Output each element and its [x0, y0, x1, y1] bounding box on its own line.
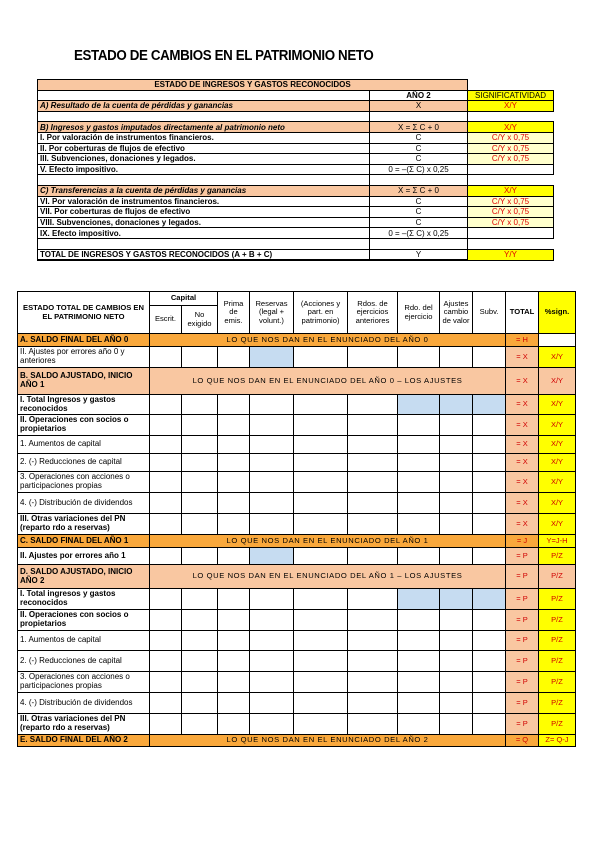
row-sign: P/Z — [539, 651, 576, 672]
row-ajustes-1 — [18, 548, 576, 565]
row-sig: C/Y x 0,75 — [468, 143, 554, 154]
row-label: E. SALDO FINAL DEL AÑO 2 — [18, 735, 150, 747]
row-total: = X — [506, 436, 539, 454]
row-label: 1. Aumentos de capital — [18, 631, 150, 651]
header-rdo-ejercicio: Rdo. del ejercicio — [398, 292, 440, 334]
row-total: = P — [506, 565, 539, 589]
row-ajustes-0 — [18, 347, 576, 368]
row-sig: C/Y x 0,75 — [468, 154, 554, 165]
row-total: = P — [506, 548, 539, 565]
row-label: VIII. Subvenciones, donaciones y legados. — [38, 217, 370, 228]
row-sign: P/Z — [539, 548, 576, 565]
row-label: V. Efecto impositivo. — [38, 164, 370, 175]
row-total: = X — [506, 368, 539, 395]
row-acciones-2 — [18, 672, 576, 693]
row-sign: Y=J-H — [539, 535, 576, 548]
row-value: X = Σ C + 0 — [370, 185, 468, 196]
row-value: Y — [370, 249, 468, 260]
row-total: = X — [506, 454, 539, 472]
header-estado: ESTADO TOTAL DE CAMBIOS EN EL PATRIMONIO NETO — [18, 292, 150, 334]
row-sign: X/Y — [539, 368, 576, 395]
row-message: LO QUE NOS DAN EN EL ENUNCIADO DEL AÑO 2 — [150, 735, 506, 747]
row-sign: X/Y — [539, 514, 576, 535]
row-total: = X — [506, 472, 539, 493]
row-label: I. Por valoración de instrumentos financieros. — [38, 132, 370, 143]
row-reducciones-2 — [18, 651, 576, 672]
ingresos-header: ESTADO DE INGRESOS Y GASTOS RECONOCIDOS — [38, 80, 468, 91]
row-value: X = Σ C + 0 — [370, 122, 468, 133]
row-value: C — [370, 143, 468, 154]
page-title: ESTADO DE CAMBIOS EN EL PATRIMONIO NETO — [74, 48, 374, 64]
row-total: = P — [506, 714, 539, 735]
row-sign: P/Z — [539, 714, 576, 735]
row-label: VII. Por coberturas de flujos de efectivo — [38, 207, 370, 218]
row-label: II. Ajustes por errores año 1 — [18, 548, 150, 565]
row-sign: X/Y — [539, 415, 576, 436]
row-label: B) Ingresos y gastos imputados directamente al patrimonio neto — [38, 122, 370, 133]
row-label: III. Otras variaciones del PN (reparto rdo a reservas) — [18, 514, 150, 535]
header-no-exigido: No exigido — [182, 306, 218, 334]
row-total: = Q — [506, 735, 539, 747]
header-capital: Capital — [150, 292, 218, 306]
row-total — [38, 249, 554, 260]
row-total: = P — [506, 693, 539, 714]
row-label: 3. Operaciones con acciones o participaciones propias — [18, 472, 150, 493]
cambios-table — [17, 291, 576, 747]
row-aumentos-1 — [18, 436, 576, 454]
row-label: III. Otras variaciones del PN (reparto rdo a reservas) — [18, 714, 150, 735]
row-b3 — [38, 154, 554, 165]
row-sign: Z= Q-J — [539, 735, 576, 747]
row-total-ingresos-1 — [18, 395, 576, 415]
row-value: C — [370, 217, 468, 228]
row-label: TOTAL DE INGRESOS Y GASTOS RECONOCIDOS (A + B + C) — [38, 249, 370, 260]
ingresos-gastos-table — [37, 79, 554, 261]
row-message: LO QUE NOS DAN EN EL ENUNCIADO DEL AÑO 0 – LOS AJUSTES — [150, 368, 506, 395]
row-label: IX. Efecto impositivo. — [38, 228, 370, 239]
header-acciones: (Acciones y part. en patrimonio) — [294, 292, 348, 334]
row-label: C) Transferencias a la cuenta de pérdidas y ganancias — [38, 185, 370, 196]
row-total: = P — [506, 589, 539, 610]
row-c8 — [38, 217, 554, 228]
col-year: AÑO 2 — [370, 90, 468, 101]
row-total: = X — [506, 514, 539, 535]
row-label: II. Por coberturas de flujos de efectivo — [38, 143, 370, 154]
row-label: A) Resultado de la cuenta de pérdidas y ganancias — [38, 101, 370, 112]
row-total: = P — [506, 610, 539, 631]
row-sign: P/Z — [539, 589, 576, 610]
row-c7 — [38, 207, 554, 218]
header-prima: Prima de emis. — [218, 292, 250, 334]
row-total: = P — [506, 672, 539, 693]
row-sig: C/Y x 0,75 — [468, 196, 554, 207]
row-b1 — [38, 132, 554, 143]
row-message: LO QUE NOS DAN EN EL ENUNCIADO DEL AÑO 0 — [150, 334, 506, 347]
row-sign: X/Y — [539, 454, 576, 472]
row-sig: X/Y — [468, 101, 554, 112]
row-label: I. Total ingresos y gastos reconocidos — [18, 589, 150, 610]
row-sign: P/Z — [539, 610, 576, 631]
row-total-ingresos-2 — [18, 589, 576, 610]
row-sign: X/Y — [539, 493, 576, 514]
row-saldo-c — [18, 535, 576, 548]
row-sign: P/Z — [539, 631, 576, 651]
row-sig — [468, 164, 554, 175]
row-label: 2. (-) Reducciones de capital — [18, 454, 150, 472]
header-rdos-anteriores: Rdos. de ejercicios anteriores — [348, 292, 398, 334]
row-value: X — [370, 101, 468, 112]
row-sig: Y/Y — [468, 249, 554, 260]
row-operaciones-2 — [18, 610, 576, 631]
row-total: = P — [506, 651, 539, 672]
row-sig: X/Y — [468, 185, 554, 196]
row-label: A. SALDO FINAL DEL AÑO 0 — [18, 334, 150, 347]
row-c6 — [38, 196, 554, 207]
header-subv: Subv. — [473, 292, 506, 334]
row-value: 0 = –(Σ C) x 0,25 — [370, 228, 468, 239]
row-total: = J — [506, 535, 539, 548]
row-saldo-e — [18, 735, 576, 747]
row-sign: X/Y — [539, 347, 576, 368]
row-saldo-d — [18, 565, 576, 589]
row-dividendos-2 — [18, 693, 576, 714]
row-operaciones-1 — [18, 415, 576, 436]
row-otras-1 — [18, 514, 576, 535]
row-label: D. SALDO AJUSTADO, INICIO AÑO 2 — [18, 565, 150, 589]
row-saldo-a — [18, 334, 576, 347]
row-label: 1. Aumentos de capital — [18, 436, 150, 454]
row-c — [38, 185, 554, 196]
row-value: C — [370, 132, 468, 143]
row-otras-2 — [18, 714, 576, 735]
row-value: C — [370, 207, 468, 218]
row-sig: X/Y — [468, 122, 554, 133]
row-label: II. Operaciones con socios o propietarios — [18, 610, 150, 631]
row-total: = X — [506, 347, 539, 368]
row-label: 4. (-) Distribución de dividendos — [18, 493, 150, 514]
row-a — [38, 101, 554, 112]
row-value: 0 = –(Σ C) x 0,25 — [370, 164, 468, 175]
row-label: 4. (-) Distribución de dividendos — [18, 693, 150, 714]
row-label: C. SALDO FINAL DEL AÑO 1 — [18, 535, 150, 548]
row-sig: C/Y x 0,75 — [468, 217, 554, 228]
row-sig: C/Y x 0,75 — [468, 207, 554, 218]
row-message: LO QUE NOS DAN EN EL ENUNCIADO DEL AÑO 1 — [150, 535, 506, 548]
row-label: VI. Por valoración de instrumentos financieros. — [38, 196, 370, 207]
row-reducciones-1 — [18, 454, 576, 472]
row-b — [38, 122, 554, 133]
row-value: C — [370, 154, 468, 165]
row-b5 — [38, 164, 554, 175]
row-label: I. Total Ingresos y gastos reconocidos — [18, 395, 150, 415]
row-sig — [468, 228, 554, 239]
row-message: LO QUE NOS DAN EN EL ENUNCIADO DEL AÑO 1 – LOS AJUSTES — [150, 565, 506, 589]
row-total: = X — [506, 493, 539, 514]
row-sig: C/Y x 0,75 — [468, 132, 554, 143]
header-ajustes: Ajustes cambio de valor — [440, 292, 473, 334]
row-label: II. Operaciones con socios o propietarios — [18, 415, 150, 436]
row-label: 3. Operaciones con acciones o participaciones propias — [18, 672, 150, 693]
row-value: C — [370, 196, 468, 207]
header-total: TOTAL — [506, 292, 539, 334]
row-c9 — [38, 228, 554, 239]
row-sign: X/Y — [539, 395, 576, 415]
row-total: = H — [506, 334, 539, 347]
row-sign: P/Z — [539, 672, 576, 693]
row-label: B. SALDO AJUSTADO, INICIO AÑO 1 — [18, 368, 150, 395]
header-sign: %sign. — [539, 292, 576, 334]
row-sign: X/Y — [539, 436, 576, 454]
header-escrit: Escrit. — [150, 306, 182, 334]
row-acciones-1 — [18, 472, 576, 493]
row-total: = X — [506, 395, 539, 415]
header-reservas: Reservas (legal + volunt.) — [250, 292, 294, 334]
row-sign: P/Z — [539, 693, 576, 714]
row-sign: P/Z — [539, 565, 576, 589]
row-total: = P — [506, 631, 539, 651]
row-label: III. Subvenciones, donaciones y legados. — [38, 154, 370, 165]
col-significatividad: SIGNIFICATIVIDAD — [468, 90, 554, 101]
row-label: II. Ajustes por errores año 0 y anteriores — [18, 347, 150, 368]
row-total: = X — [506, 415, 539, 436]
row-dividendos-1 — [18, 493, 576, 514]
row-sign: X/Y — [539, 472, 576, 493]
row-aumentos-2 — [18, 631, 576, 651]
row-label: 2. (-) Reducciones de capital — [18, 651, 150, 672]
row-b2 — [38, 143, 554, 154]
row-saldo-b — [18, 368, 576, 395]
